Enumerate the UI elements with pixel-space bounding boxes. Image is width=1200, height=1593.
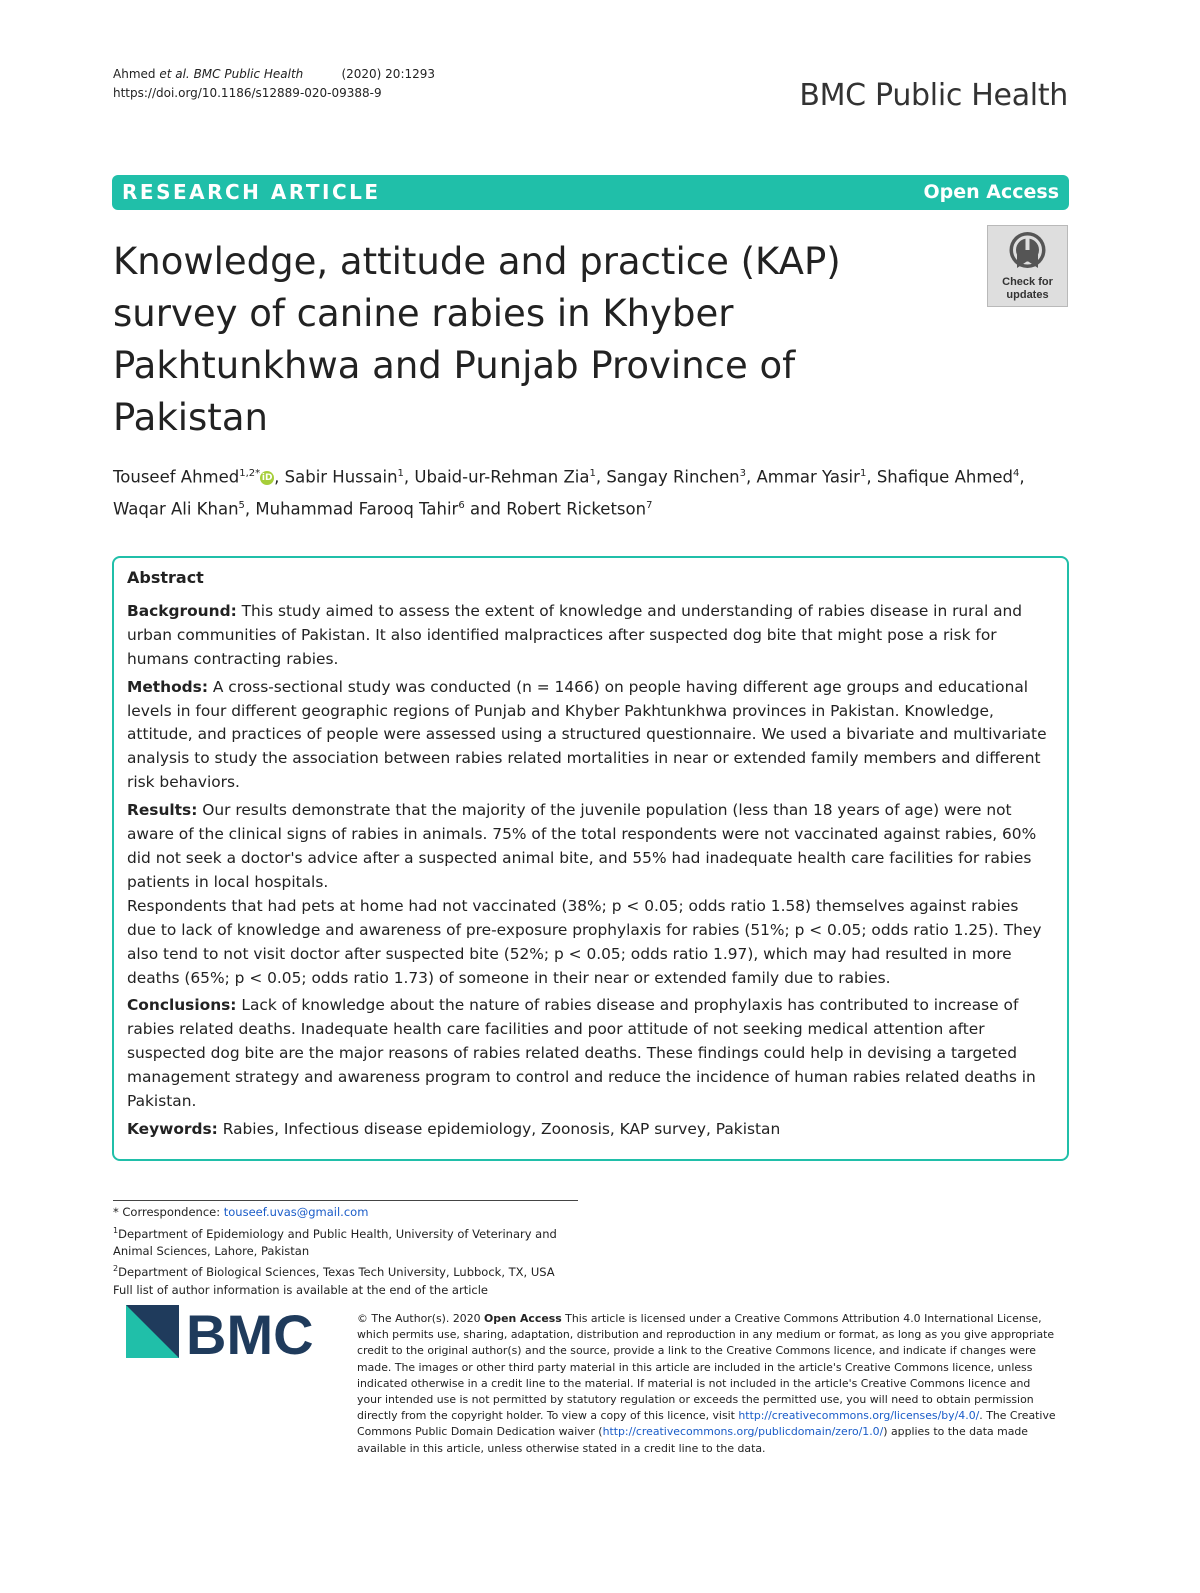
author-affiliation: 1	[589, 468, 596, 479]
author-name[interactable]: Touseef Ahmed	[113, 467, 240, 487]
license-lead: © The Author(s). 2020	[357, 1312, 485, 1325]
correspondence-email-link[interactable]: touseef.uvas@gmail.com	[223, 1205, 369, 1219]
keywords-text: Rabies, Infectious disease epidemiology, Zoonosis, KAP survey, Pakistan	[222, 1119, 781, 1138]
background-text: This study aimed to assess the extent of knowledge and understanding of rabies disease in rural and urban communities of Pakistan. It also identified malpractices after suspected dog bite that might pose a risk for humans contracting rabies.	[127, 601, 1023, 668]
open-access-label: Open Access	[923, 181, 1059, 203]
correspondence	[113, 1204, 578, 1222]
citation-journal: BMC Public Health	[193, 67, 304, 81]
methods-text: A cross-sectional study was conducted (n = 1466) on people having different age groups and educational levels in four different geographic regions of Punjab and Khyber Pakhtunkhwa provinces in Pakistan. Knowledge, attitude, and practices of people were assessed using a structured questionnaire. We used a bivariate and multivariate analysis to study the association between rabies related mortalities in near or extended family members and different risk behaviors.	[127, 677, 1047, 792]
citation-etal: et al.	[159, 67, 190, 81]
author-name[interactable]: Ubaid-ur-Rehman Zia	[414, 467, 590, 487]
citation-header	[113, 65, 435, 103]
affiliation-1-text: Department of Epidemiology and Public Health, University of Veterinary and Animal Sciences, Lahore, Pakistan	[113, 1226, 557, 1258]
check-for-updates-button[interactable]	[987, 225, 1068, 307]
abstract-content	[127, 566, 1052, 1146]
author-name[interactable]: Sangay Rinchen	[606, 467, 740, 487]
author-affiliation: 1	[859, 468, 867, 479]
license-text-1: This article is licensed under a Creative Commons Attribution 4.0 International License, which permits use, sharing, adaptation, distribution and reproduction in any medium or format, as long as you give appropriate credit to the original author(s) and the source, provide a link to the Creative Commons licence, and indicate if changes were made. The images or other third party material in this article are included in the article's Creative Commons licence, unless indicated otherwise in a credit line to the material. If material is not included in the article's Creative Commons licence and your intended use is not permitted by statutory regulation or exceeds the permitted use, you will need to obtain permission directly from the copyright holder. To view a copy of this licence, visit	[357, 1312, 1055, 1423]
keywords-label: Keywords:	[127, 1119, 218, 1138]
bmc-logo-mark	[126, 1303, 332, 1361]
author-affiliation: 4	[1013, 468, 1020, 479]
abstract-conclusions	[127, 994, 1052, 1114]
cc-by-license-link[interactable]: http://creativecommons.org/licenses/by/4.0/	[738, 1409, 980, 1423]
license-text-3: ) applies to the data made available in this article, unless otherwise stated in a credit line to the data.	[357, 1425, 1028, 1455]
results-text-2: Respondents that had pets at home had not vaccinated (38%; p < 0.05; odds ratio 1.58) themselves against rabies due to lack of knowledge and awareness of pre-exposure prophylaxis for rabies (51%; p < 0.05; odds ratio 1.25). They also tend to not visit doctor after suspected bite (52%; p < 0.05; odds ratio 1.97), which may had resulted in more deaths (65%; p < 0.05; odds ratio 1.73) of someone in their near or extended family due to rabies.	[127, 896, 1042, 987]
bmc-logo	[126, 1303, 332, 1361]
citation-authors: Ahmed	[113, 67, 160, 81]
conclusions-text: Lack of knowledge about the nature of rabies disease and prophylaxis has contributed to increase of rabies related deaths. Inadequate health care facilities and poor attitude of not seeking medical attention after suspected dog bite are the major reasons of rabies related deaths. These findings could help in devising a targeted management strategy and awareness program to control and reduce the incidence of human rabies related deaths in Pakistan.	[127, 996, 1036, 1111]
conclusions-label: Conclusions:	[127, 996, 237, 1015]
crossmark-label-2: updates	[1006, 289, 1049, 301]
license-statement	[357, 1311, 1057, 1457]
author-name[interactable]: Robert Ricketson	[506, 499, 647, 518]
article-type-label: RESEARCH ARTICLE	[122, 180, 381, 204]
footnotes	[113, 1200, 578, 1299]
author-affiliation: 1,2*	[239, 468, 261, 479]
license-text-2: . The Creative Commons Public Domain Dedication waiver (	[357, 1409, 1056, 1439]
affiliation-2-number: 2	[113, 1264, 119, 1274]
article-type-banner	[112, 175, 1069, 210]
correspondence-label: * Correspondence:	[113, 1205, 224, 1219]
abstract-box	[112, 556, 1069, 1161]
license-open-access: Open Access	[484, 1312, 562, 1325]
abstract-results	[127, 799, 1052, 895]
author-list: Touseef Ahmed$^{1,2*}$ iD , Sabir Hussain$^1$, Ubaid-ur-Rehman Zia$^1$, Sangay Rinchen$^3$, Ammar Yasir$^1$, Shafique Ahmed$^4$, Waqar Ali Khan$^5$, Muhammad Farooq Tahir$^6$ and Robert Ricketson$^7$	[113, 467, 1025, 518]
author-info-note: Full list of author information is available at the end of the article	[113, 1282, 488, 1297]
author-affiliation: 7	[646, 499, 653, 511]
affiliation-2-text: Department of Biological Sciences, Texas Tech University, Lubbock, TX, USA	[118, 1265, 555, 1280]
affiliation-1	[113, 1222, 578, 1261]
abstract-keywords	[127, 1118, 1052, 1142]
author-affiliation: 3	[739, 468, 746, 479]
methods-label: Methods:	[127, 677, 208, 696]
cc-zero-license-link[interactable]: http://creativecommons.org/publicdomain/zero/1.0/	[602, 1425, 884, 1439]
affiliation-2	[113, 1260, 578, 1281]
author-affiliation: 6	[458, 499, 465, 511]
abstract-background	[127, 600, 1052, 672]
author-name[interactable]: Waqar Ali Khan	[113, 499, 239, 518]
bmc-logo-text: BMC	[186, 1303, 314, 1361]
crossmark-label-1: Check for	[1002, 276, 1053, 288]
license-text	[357, 1311, 1057, 1457]
author-name[interactable]: Shafique Ahmed	[876, 467, 1014, 487]
citation-year-volume: (2020) 20:1293	[341, 67, 436, 81]
background-label: Background:	[127, 601, 237, 620]
author-affiliation: 1	[397, 468, 404, 479]
author-name[interactable]: Muhammad Farooq Tahir	[255, 499, 459, 518]
author-name[interactable]: Ammar Yasir	[756, 467, 860, 487]
citation-line	[113, 65, 435, 84]
abstract-heading: Abstract	[127, 568, 204, 587]
results-text-1: Our results demonstrate that the majority of the juvenile population (less than 18 years of age) were not aware of the clinical signs of rabies in animals. 75% of the total respondents were not vaccinated against rabies, 60% did not seek a doctor's advice after a suspected animal bite, and 55% had inadequate health care facilities for rabies patients in local hospitals.	[127, 801, 1037, 891]
author-affiliation: 5	[238, 499, 245, 511]
results-label: Results:	[127, 801, 198, 820]
journal-name: BMC Public Health	[799, 78, 1068, 113]
author-name[interactable]: Sabir Hussain	[284, 467, 398, 487]
orcid-icon[interactable]: iD	[261, 473, 273, 483]
article-title: Knowledge, attitude and practice (KAP) survey of canine rabies in Khyber Pakhtunkhwa and Punjab Province of Pakistan	[113, 240, 841, 439]
abstract-results-2	[127, 895, 1052, 991]
abstract-methods	[127, 676, 1052, 796]
affiliation-1-number: 1	[113, 1225, 119, 1235]
crossmark-icon	[988, 226, 1067, 306]
doi-link[interactable]: https://doi.org/10.1186/s12889-020-09388-9	[113, 86, 382, 100]
